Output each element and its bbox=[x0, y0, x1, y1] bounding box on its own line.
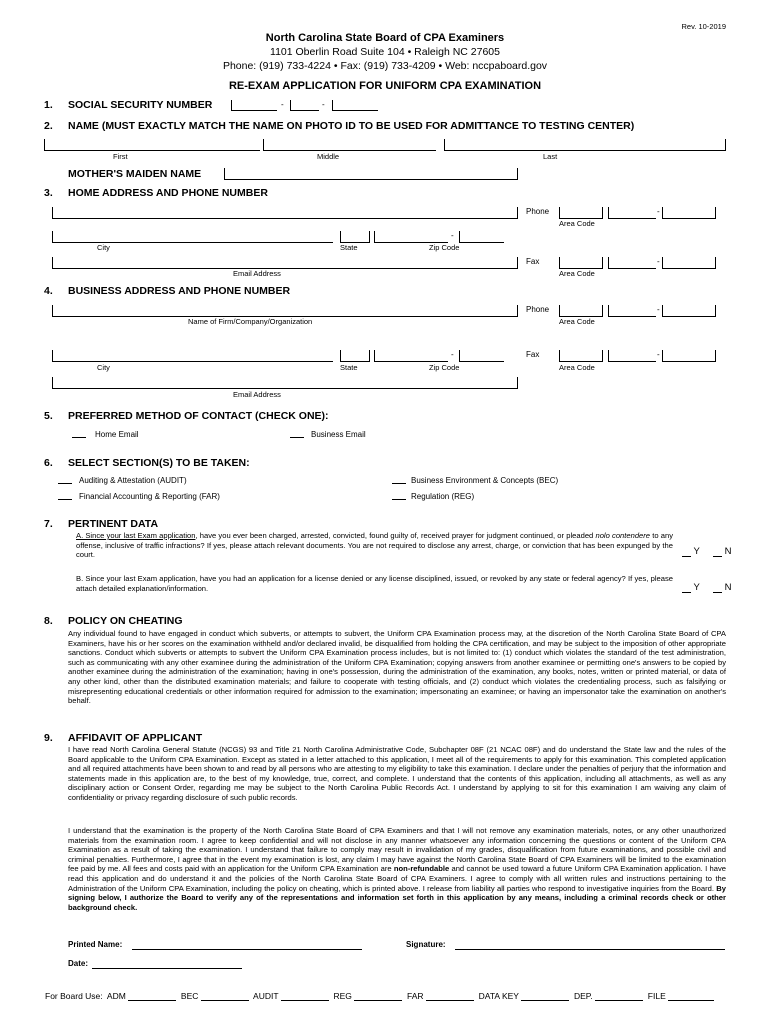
audit-option: Auditing & Attestation (AUDIT) bbox=[79, 476, 187, 485]
area-code-caption: Area Code bbox=[559, 219, 595, 228]
city-caption: City bbox=[97, 243, 110, 252]
cheating-policy-text: Any individual found to have engaged in conduct which subverts, or attempts to subvert, the Uniform CPA Examination process may, at the discretion of the North Carolina State Board of CPA Examiners, have his or her scores on the examination withheld and/or declared invalid, be disqualified from holding the CPA certification, and may be subject to the imposition of other appropriate sanctions. Conduct which subverts or attempts to subvert the Uniform CPA Examination process includes, but is not limited to: (1) conduct which violates the standard of the test administration, such as communicating with any other examinee during the administration of the Uniform CPA Examination; copying answers from another examinee or permitting one's answers to be copied by another examinee during the administration of the examination; having in one's possession, during the administration of the examination, any books, notes, written or printed material, or data of any other kind, other than the distributed examination materials; and failure to cooperate with testing officials, and (2) conduct which violates the credentialing process, such as falsifying or misrepresenting educational credentials or other information required for admission to the examination; impersonating an examinee; or having an impersonator take the examination on another's behalf. bbox=[68, 629, 726, 706]
far-field[interactable] bbox=[426, 1000, 474, 1001]
ssn-part1-field[interactable] bbox=[231, 100, 277, 111]
fax-dash: - bbox=[657, 257, 660, 266]
org-contact: Phone: (919) 733-4224 • Fax: (919) 733-4209 • Web: nccpaboard.gov bbox=[222, 60, 548, 72]
s3-number: 3. bbox=[44, 187, 53, 199]
maiden-name-field[interactable] bbox=[224, 168, 518, 180]
contact-method-label: PREFERRED METHOD OF CONTACT (CHECK ONE): bbox=[68, 410, 329, 422]
business-address-label: BUSINESS ADDRESS AND PHONE NUMBER bbox=[68, 285, 291, 297]
home-fax-line-field[interactable] bbox=[662, 257, 716, 269]
phone-dash: - bbox=[657, 207, 660, 216]
phone-dash: - bbox=[657, 305, 660, 314]
s7-number: 7. bbox=[44, 518, 53, 530]
home-fax-prefix-field[interactable] bbox=[608, 257, 656, 269]
last-caption: Last bbox=[543, 152, 558, 161]
business-phone-area-field[interactable] bbox=[559, 305, 603, 317]
data-key-field[interactable] bbox=[521, 1000, 569, 1001]
bec-checkbox[interactable] bbox=[392, 474, 406, 484]
question-a bbox=[76, 531, 673, 560]
business-zip-field[interactable] bbox=[374, 350, 448, 362]
home-zip-field[interactable] bbox=[374, 231, 448, 243]
state-caption: State bbox=[340, 243, 358, 252]
affidavit-p2-part2: and cannot be used toward a future Uniform CPA Examination application. I have read this application and do understand it and the policies of the North Carolina State Board of CPA Examiners. I agree to comply with all written rules and instructions pertaining to the Administration of the Uniform CPA Examination, including the policy on cheating, which is printed above. I release from liability all parties who respond to investigative inquiries from the Board. bbox=[68, 864, 726, 893]
affidavit-paragraph-1: I have read North Carolina General Statute (NCGS) 93 and Title 21 North Carolina Administrative Code, Subchapter 08F (21 NCAC 08F) and do understand the State law and the rules of the Board applicable to the Uniform CPA Examination. Except as stated in a letter attached to this application, I meet all of the requirements to apply for this examination. This completed application and all required attachments have been shown to and read by all persons who are attesting to my eligibility to take this examination. I declare under the penalties of perjury that the information and statements made in this application are, to the best of my knowledge, true, correct, and complete. I understand that the contents of this application, including all attachments, as well as any disciplinary action or Consent Order, regarding me may be subject to the North Carolina Public Records Act. I understand by applying to sit for this examination I am waiving any claim of confidentiality or privacy regarding disclosure of such public records. bbox=[68, 745, 726, 802]
authorization-text: By signing below, I authorize the Board to verify any of the representations and information set forth in this application by any means, including a criminal records check or other background check. bbox=[68, 883, 726, 912]
firm-caption: Name of Firm/Company/Organization bbox=[188, 317, 313, 326]
question-b-line1: B. Since your last Exam application, have you had an application for a license denied or any license disciplined, issued, or revoked by any state or bbox=[76, 574, 570, 583]
bec-option: Business Environment & Concepts (BEC) bbox=[411, 476, 559, 485]
area-code-caption: Area Code bbox=[559, 317, 595, 326]
home-city-field[interactable] bbox=[52, 231, 333, 243]
non-refundable-text: non-refundable bbox=[393, 864, 450, 874]
audit-checkbox[interactable] bbox=[58, 474, 72, 484]
zip-dash: - bbox=[451, 231, 454, 240]
s8-number: 8. bbox=[44, 615, 53, 627]
reg-checkbox[interactable] bbox=[392, 490, 406, 500]
business-fax-line-field[interactable] bbox=[662, 350, 716, 362]
question-a-line3: charge, or conviction that has been expunged by the court. bbox=[76, 540, 673, 560]
dep-field[interactable] bbox=[595, 1000, 643, 1001]
no-label: N bbox=[724, 582, 732, 593]
first-caption: First bbox=[113, 152, 128, 161]
home-email-field[interactable] bbox=[52, 257, 518, 269]
ssn-dash: - bbox=[281, 100, 284, 109]
signature-field[interactable] bbox=[455, 939, 725, 950]
s4-number: 4. bbox=[44, 285, 53, 297]
business-city-field[interactable] bbox=[52, 350, 333, 362]
business-fax-label: Fax bbox=[526, 350, 540, 359]
home-email-checkbox[interactable] bbox=[72, 428, 86, 438]
state-caption: State bbox=[340, 363, 358, 372]
far-checkbox[interactable] bbox=[58, 490, 72, 500]
area-code-caption: Area Code bbox=[559, 363, 595, 372]
business-phone-label: Phone bbox=[526, 305, 550, 314]
home-state-field[interactable] bbox=[340, 231, 370, 243]
question-b-line2: federal agency? If yes, please attach detailed explanation/information. bbox=[76, 574, 673, 593]
far-label: FAR bbox=[407, 991, 424, 1001]
question-a-no[interactable] bbox=[713, 546, 732, 557]
s5-number: 5. bbox=[44, 410, 53, 422]
printed-name-field[interactable] bbox=[132, 939, 362, 950]
home-zip4-field[interactable] bbox=[459, 231, 504, 243]
question-a-italic: nolo contendere bbox=[595, 531, 651, 540]
ssn-part3-field[interactable] bbox=[332, 100, 378, 111]
business-email-option: Business Email bbox=[311, 430, 366, 439]
question-a-line2: to any offense, inclusive of traffic infractions? If yes, please attach relevant documents. You are not required to disclose any arrest, bbox=[76, 531, 674, 550]
s2-number: 2. bbox=[44, 120, 53, 132]
ssn-dash: - bbox=[322, 100, 325, 109]
yes-label: Y bbox=[693, 582, 700, 593]
firm-name-field[interactable] bbox=[52, 305, 518, 317]
s1-number: 1. bbox=[44, 99, 53, 111]
ssn-part2-field[interactable] bbox=[290, 100, 319, 111]
pertinent-data-label: PERTINENT DATA bbox=[68, 518, 159, 530]
home-address-label: HOME ADDRESS AND PHONE NUMBER bbox=[68, 187, 268, 199]
middle-caption: Middle bbox=[317, 152, 340, 161]
far-option: Financial Accounting & Reporting (FAR) bbox=[79, 492, 220, 501]
business-email-checkbox[interactable] bbox=[290, 428, 304, 438]
adm-field[interactable] bbox=[128, 1000, 176, 1001]
date-field[interactable] bbox=[92, 958, 242, 969]
home-phone-area-field[interactable] bbox=[559, 207, 603, 219]
business-zip4-field[interactable] bbox=[459, 350, 504, 362]
city-caption: City bbox=[97, 363, 110, 372]
home-street-field[interactable] bbox=[52, 207, 518, 219]
s6-number: 6. bbox=[44, 457, 53, 469]
cheating-policy-label: POLICY ON CHEATING bbox=[68, 615, 183, 627]
ssn-label: SOCIAL SECURITY NUMBER bbox=[68, 99, 213, 111]
question-b bbox=[76, 574, 673, 593]
last-name-field[interactable] bbox=[444, 139, 726, 151]
zip-dash: - bbox=[451, 350, 454, 359]
business-fax-area-field[interactable] bbox=[559, 350, 603, 362]
signature-label: Signature: bbox=[406, 940, 446, 949]
adm-label: ADM bbox=[106, 991, 126, 1001]
file-label: FILE bbox=[647, 991, 666, 1001]
email-caption: Email Address bbox=[233, 390, 281, 399]
affidavit-p2-part1: I understand that the examination is the property of the North Carolina State Board of CPA Examiners and that I will not remove any examination materials, notes, or any other unauthorized materials from the examination room. I agree to keep confidential and will not disclose in any manner whatsoever any information concerning the questions or content of the Uniform CPA Examination as a result of taking the examination. I understand that failure to comply may result in invalidation of my grades, disqualification from future examinations, and possible civil and criminal penalties. Furthermore, I agree that in the event my examination is lost, any claim I may have against the North Carolina State Board of CPA Examiners will be limited to the examination fee paid by me. All fees and costs paid with an application for the Uniform CPA Examination are bbox=[68, 826, 726, 874]
affidavit-paragraph-2 bbox=[68, 826, 726, 912]
s9-number: 9. bbox=[44, 732, 53, 744]
business-phone-line-field[interactable] bbox=[662, 305, 716, 317]
fax-dash: - bbox=[657, 350, 660, 359]
form-title: RE-EXAM APPLICATION FOR UNIFORM CPA EXAMINATION bbox=[228, 80, 542, 92]
bec-label: BEC bbox=[180, 991, 199, 1001]
dep-label: DEP. bbox=[573, 991, 593, 1001]
printed-name-label: Printed Name: bbox=[68, 940, 123, 949]
zip-caption: Zip Code bbox=[429, 363, 460, 372]
board-use-label: For Board Use: bbox=[45, 991, 103, 1001]
yes-label: Y bbox=[693, 546, 700, 557]
business-state-field[interactable] bbox=[340, 350, 370, 362]
audit-label: AUDIT bbox=[253, 991, 279, 1001]
question-b-yes[interactable] bbox=[682, 582, 700, 593]
no-label: N bbox=[724, 546, 732, 557]
home-phone-prefix-field[interactable] bbox=[608, 207, 656, 219]
business-email-field[interactable] bbox=[52, 377, 518, 389]
data-key-label: DATA KEY bbox=[478, 991, 519, 1001]
email-caption: Email Address bbox=[233, 269, 281, 278]
business-phone-prefix-field[interactable] bbox=[608, 305, 656, 317]
affidavit-label: AFFIDAVIT OF APPLICANT bbox=[68, 732, 203, 744]
audit-field[interactable] bbox=[281, 1000, 329, 1001]
org-address: 1101 Oberlin Road Suite 104 • Raleigh NC 27605 bbox=[270, 46, 500, 58]
name-label: NAME (MUST EXACTLY MATCH THE NAME ON PHOTO ID TO BE USED FOR ADMITTANCE TO TESTING CENTER) bbox=[68, 120, 635, 132]
board-use-footer bbox=[45, 991, 714, 1001]
reg-option: Regulation (REG) bbox=[411, 492, 475, 501]
reg-field[interactable] bbox=[354, 1000, 402, 1001]
home-fax-label: Fax bbox=[526, 257, 540, 266]
home-email-option: Home Email bbox=[95, 430, 139, 439]
home-fax-area-field[interactable] bbox=[559, 257, 603, 269]
area-code-caption: Area Code bbox=[559, 269, 595, 278]
maiden-name-label: MOTHER'S MAIDEN NAME bbox=[68, 168, 202, 180]
zip-caption: Zip Code bbox=[429, 243, 460, 252]
file-field[interactable] bbox=[668, 1000, 714, 1001]
sections-label: SELECT SECTION(S) TO BE TAKEN: bbox=[68, 457, 250, 469]
first-name-field[interactable] bbox=[44, 139, 260, 151]
question-a-line1: , have you ever been charged, arrested, convicted, found guilty of, received prayer for judgment continued, or pleaded bbox=[195, 531, 594, 540]
reg-label: REG bbox=[333, 991, 352, 1001]
question-a-yes[interactable] bbox=[682, 546, 700, 557]
home-phone-line-field[interactable] bbox=[662, 207, 716, 219]
home-phone-label: Phone bbox=[526, 207, 550, 216]
bec-field[interactable] bbox=[201, 1000, 249, 1001]
middle-name-field[interactable] bbox=[263, 139, 436, 151]
date-label: Date: bbox=[68, 959, 89, 968]
revision-label: Rev. 10-2019 bbox=[681, 22, 726, 31]
question-a-prefix: A. Since your last Exam application bbox=[76, 531, 196, 540]
business-fax-prefix-field[interactable] bbox=[608, 350, 656, 362]
org-name: North Carolina State Board of CPA Examiners bbox=[265, 32, 505, 44]
question-b-no[interactable] bbox=[713, 582, 732, 593]
